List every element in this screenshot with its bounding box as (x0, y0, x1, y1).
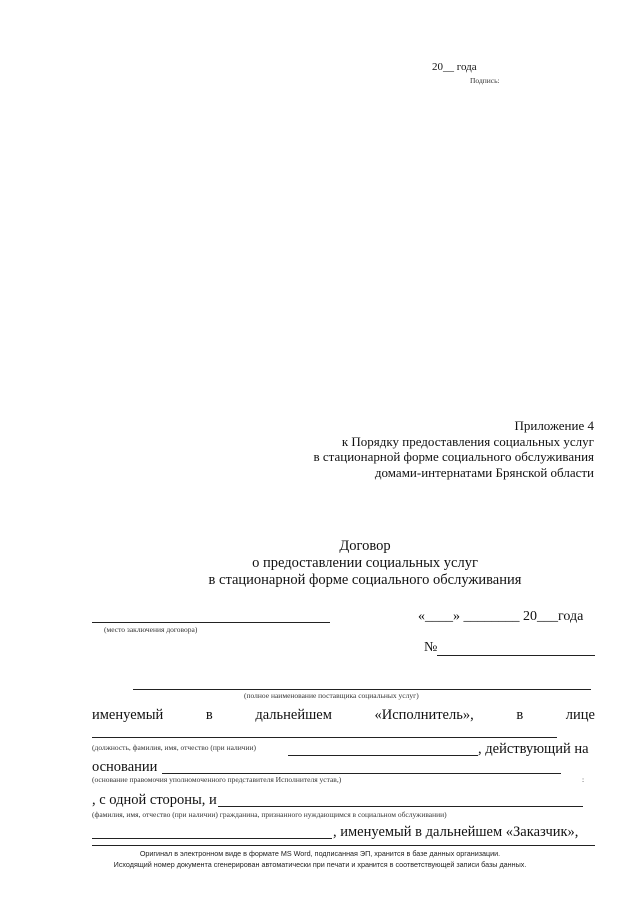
title-line: о предоставлении социальных услуг (252, 555, 478, 571)
document-title (0, 538, 640, 589)
position-caption: (должность, фамилия, имя, отчество (при наличии) (92, 743, 257, 752)
basis-caption: (основание правомочия уполномоченного представителя Исполнителя устав,) (92, 775, 342, 784)
appendix-line: к Порядку предоставления социальных услуг (341, 433, 594, 449)
appendix-line: домами-интернатами Брянской области (374, 464, 594, 480)
one-side-text: , с одной стороны, и (92, 792, 217, 808)
basis-label: основании (92, 759, 158, 775)
footer-divider (92, 845, 595, 846)
title-line: Договор (339, 538, 391, 554)
acting-text: , действующий на (478, 741, 589, 757)
header-year: 20__ года (432, 61, 477, 73)
representative-name-line (288, 755, 478, 756)
representative-line (92, 737, 557, 738)
title-line: в стационарной форме социального обслуживания (208, 572, 522, 588)
number-sign: № (424, 640, 438, 655)
place-line (92, 622, 330, 623)
footer-line-2: Исходящий номер документа сгенерирован автоматически при печати и хранится в соответствующей записи базы данных. (113, 860, 527, 869)
citizen-line (218, 806, 583, 807)
footer-line-1: Оригинал в электронном виде в формате MS Word, подписанная ЭП, хранится в базе данных организации. (139, 849, 501, 858)
customer-line (92, 838, 332, 839)
basis-line (162, 773, 561, 774)
executor-word: лице (565, 707, 595, 723)
executor-word: «Исполнитель», (374, 707, 474, 723)
contract-date: «____» ________ 20___года (418, 609, 584, 624)
provider-caption: (полное наименование поставщика социальных услуг) (244, 691, 419, 700)
number-line (437, 655, 595, 656)
signature-label: Подпись: (470, 76, 500, 85)
citizen-caption: (фамилия, имя, отчество (при наличии) гражданина, признанного нуждающимся в социальном обслуживании) (92, 810, 447, 819)
place-caption: (место заключения договора) (104, 625, 198, 634)
basis-colon: : (582, 775, 585, 784)
provider-line (133, 689, 591, 690)
executor-word: дальнейшем (255, 707, 332, 723)
executor-word: в (516, 707, 524, 723)
customer-text: , именуемый в дальнейшем «Заказчик», (333, 824, 579, 840)
appendix-line: Приложение 4 (514, 418, 594, 433)
appendix-line: в стационарной форме социального обслуживания (313, 449, 594, 464)
executor-line (92, 707, 595, 724)
executor-word: в (205, 707, 213, 723)
executor-word: именуемый (92, 707, 164, 723)
appendix-block (313, 418, 594, 480)
